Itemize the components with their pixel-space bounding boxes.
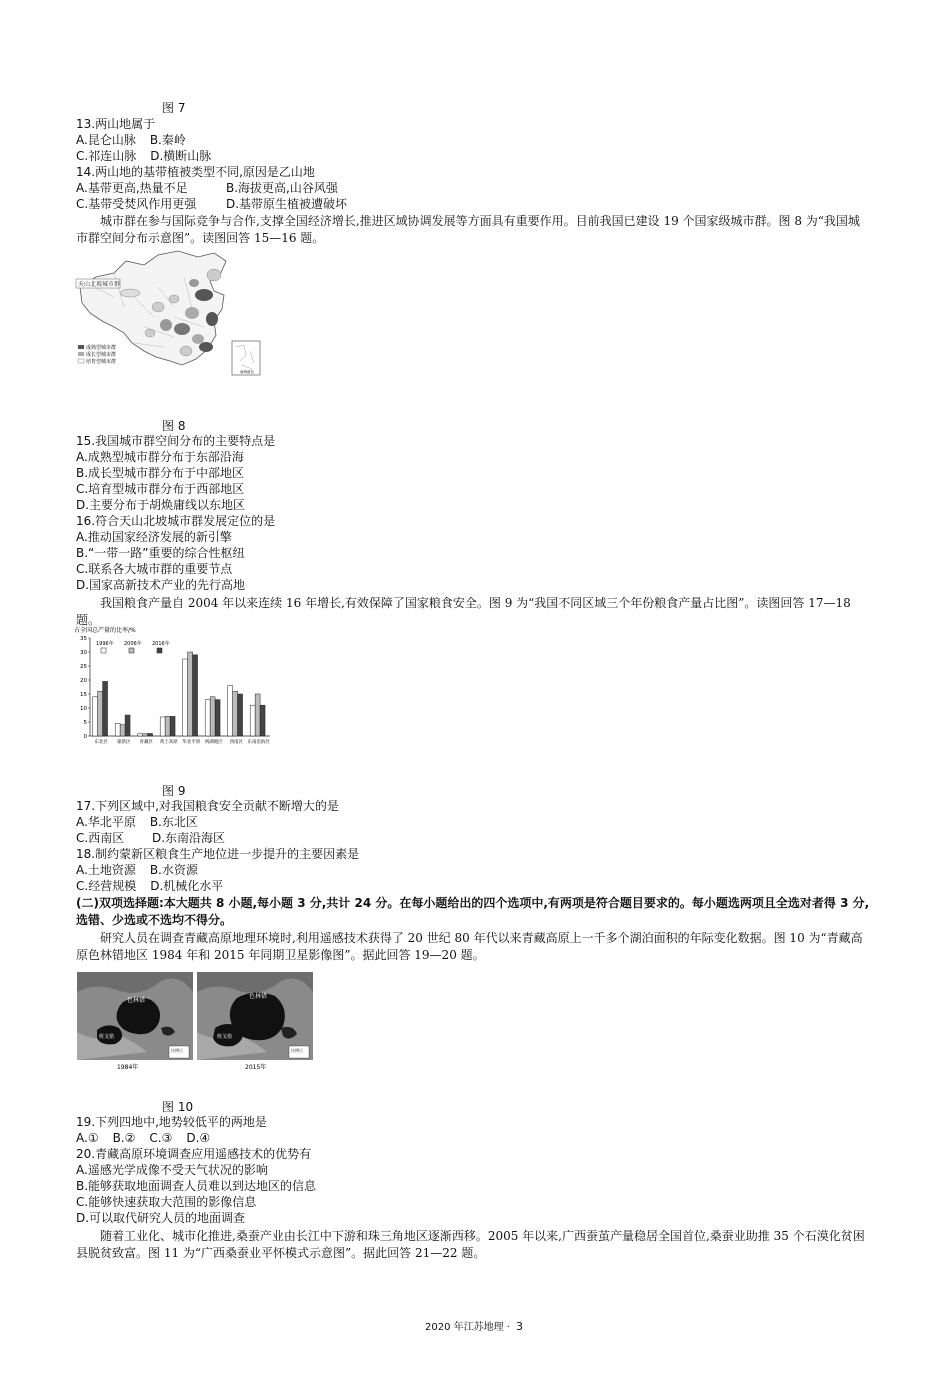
legend-swatch xyxy=(157,648,162,653)
sat2-scale: 比例尺 xyxy=(291,1048,303,1053)
page-footer xyxy=(425,1318,523,1333)
inset-label: 南海诸岛 xyxy=(240,370,254,374)
q17-stem: 17.下列区域中,对我国粮食安全贡献不断增大的是 xyxy=(76,799,339,813)
q16-option-d: D.国家高新技术产业的先行高地 xyxy=(76,578,246,592)
sat2-small-label: 班戈错 xyxy=(217,1034,233,1040)
q20-option-d: D.可以取代研究人员的地面调查 xyxy=(76,1211,246,1225)
q17-option-b: B.东北区 xyxy=(149,815,198,829)
q13-options-row2 xyxy=(76,148,211,164)
q19-stem: 19.下列四地中,地势较低平的两地是 xyxy=(76,1115,267,1129)
bar xyxy=(233,691,238,736)
q18-option-d: D.机械化水平 xyxy=(150,879,224,893)
bar xyxy=(188,652,193,736)
q13-options-row1 xyxy=(76,132,186,148)
bar xyxy=(115,723,120,736)
x-tick-label: 西南区 xyxy=(229,740,243,745)
bar xyxy=(228,686,233,736)
q14-option-c: C.基带受焚风作用更强 xyxy=(76,197,197,211)
legend-swatch-nurturing xyxy=(78,359,84,363)
page-number: 3 xyxy=(516,1320,523,1333)
q14-option-b: B.海拔更高,山谷风强 xyxy=(226,181,338,195)
legend-label: 1996年 xyxy=(96,641,114,647)
q14-stem: 14.两山地的基带植被类型不同,原因是乙山地 xyxy=(76,165,315,179)
legend-mature: 成熟型城市群 xyxy=(86,345,117,351)
q19-option-b: B.② xyxy=(112,1131,136,1145)
q13-option-a: A.昆仑山脉 xyxy=(76,133,136,147)
intro-17-18: 我国粮食产量自 2004 年以来连续 16 年增长,有效保障了国家粮食安全。图 9 为“我国不同区域三个年份粮食产量占比图”。读图回答 17—18 题。 xyxy=(76,596,851,627)
fig8-caption: 图 8 xyxy=(162,419,186,433)
q20-stem: 20.青藏高原环境调查应用遥感技术的优势有 xyxy=(76,1147,312,1161)
q16-option-b: B.“一带一路”重要的综合性枢纽 xyxy=(76,546,245,560)
grain-output-bar-chart xyxy=(74,626,274,750)
q13-option-d: D.横断山脉 xyxy=(150,149,212,163)
fig10-caption: 图 10 xyxy=(162,1100,194,1114)
intro-15-16: 城市群在参与国际竞争与合作,支撑全国经济增长,推进区域协调发展等方面具有重要作用。目前我国已建设 19 个国家级城市群。图 8 为“我国城市群空间分布示意图”。读图回答 15—16 题。 xyxy=(76,214,860,245)
q17-options-row2 xyxy=(76,830,225,846)
q19-option-c: C.③ xyxy=(149,1131,173,1145)
sat1-label: 色林错 xyxy=(127,997,146,1004)
bar xyxy=(205,700,210,736)
bar xyxy=(215,700,220,736)
q14-options-row2 xyxy=(76,196,347,212)
bar xyxy=(183,659,188,736)
legend-swatch-mature xyxy=(78,345,84,349)
legend-nurturing: 培育型城市群 xyxy=(86,359,117,365)
x-tick-label: 青藏区 xyxy=(139,740,153,745)
footer-text: 2020 年江苏地理 · xyxy=(425,1322,510,1333)
bar xyxy=(255,694,260,736)
bar xyxy=(260,705,265,736)
q14-options-row1 xyxy=(76,180,338,196)
fig7-caption: 图 7 xyxy=(162,101,186,115)
q17-option-c: C.西南区 xyxy=(76,831,125,845)
bar xyxy=(148,733,153,736)
q16-stem: 16.符合天山北坡城市群发展定位的是 xyxy=(76,514,276,528)
q19-option-d: D.④ xyxy=(186,1131,211,1145)
q20-option-b: B.能够获取地面调查人员难以到达地区的信息 xyxy=(76,1179,317,1193)
legend-swatch xyxy=(129,648,134,653)
intro-19-20: 研究人员在调查青藏高原地理环境时,利用遥感技术获得了 20 世纪 80 年代以来青藏高原上一千多个湖泊面积的年际变化数据。图 10 为“青藏高原色林错地区 1984 年和 2015 年同期卫星影像图”。据此回答 19—20 题。 xyxy=(76,931,863,962)
q20-option-a: A.遥感光学成像不受天气状况的影响 xyxy=(76,1163,268,1177)
q17-option-a: A.华北平原 xyxy=(76,815,136,829)
y-tick-label: 10 xyxy=(80,706,87,712)
q19-options xyxy=(76,1130,210,1146)
intro-21-22: 随着工业化、城市化推进,桑蚕产业由长江中下游和珠三角地区逐渐西移。2005 年以来,广西蚕茧产量稳居全国首位,桑蚕业助推 35 个石漠化贫困县脱贫致富。图 11 为“广西桑蚕业平怀模式示意图”。据此回答 21—22 题。 xyxy=(76,1229,865,1260)
x-tick-label: 蒙新区 xyxy=(117,740,131,745)
legend-swatch-growing xyxy=(78,352,84,356)
y-tick-label: 30 xyxy=(80,650,87,656)
bar xyxy=(143,734,148,736)
q13-option-c: C.祁连山脉 xyxy=(76,149,137,163)
q16-option-a: A.推动国家经济发展的新引擎 xyxy=(76,530,232,544)
q13-option-b: B.秦岭 xyxy=(149,133,186,147)
q16-option-c: C.联系各大城市群的重要节点 xyxy=(76,562,233,576)
q13-stem: 13.两山地属于 xyxy=(76,117,156,131)
x-tick-label: 东北区 xyxy=(94,740,108,745)
sat1-scale: 比例尺 xyxy=(171,1048,183,1053)
y-tick-label: 20 xyxy=(80,678,87,684)
sat2-label: 色林错 xyxy=(249,993,268,1000)
y-tick-label: 15 xyxy=(80,692,87,698)
x-tick-label: 黄土高原 xyxy=(159,740,178,745)
tianshan-label: 天山北坡城市群 xyxy=(78,281,121,288)
q15-option-b: B.成长型城市群分布于中部地区 xyxy=(76,466,245,480)
satellite-images xyxy=(77,972,321,1072)
bar xyxy=(138,734,143,736)
y-tick-label: 0 xyxy=(83,734,87,740)
chart-ylabel: 占全国总产量的比率/% xyxy=(74,627,136,634)
bar xyxy=(160,717,165,736)
legend-growing: 成长型城市群 xyxy=(86,352,117,358)
bar xyxy=(165,716,170,736)
q18-option-a: A.土地资源 xyxy=(76,863,136,877)
bar xyxy=(250,705,255,736)
bar xyxy=(103,681,108,736)
bar xyxy=(193,655,198,736)
q17-option-d: D.东南沿海区 xyxy=(152,831,226,845)
sat1-small-label: 班戈错 xyxy=(99,1034,115,1040)
bar xyxy=(93,697,98,736)
q20-option-c: C.能够快速获取大范围的影像信息 xyxy=(76,1195,257,1209)
q18-options-row1 xyxy=(76,862,198,878)
x-tick-label: 华北平原 xyxy=(182,740,201,745)
q18-stem: 18.制约蒙新区粮食生产地位进一步提升的主要因素是 xyxy=(76,847,360,861)
bar xyxy=(98,691,103,736)
bar xyxy=(125,715,130,736)
q18-option-c: C.经营规模 xyxy=(76,879,137,893)
legend-label: 2016年 xyxy=(152,641,170,647)
bar xyxy=(120,725,125,736)
q14-option-d: D.基带原生植被遭破坏 xyxy=(226,197,348,211)
sat2-year: 2015年 xyxy=(245,1064,267,1071)
q15-option-c: C.培育型城市群分布于西部地区 xyxy=(76,482,245,496)
q19-option-a: A.① xyxy=(76,1131,99,1145)
y-tick-label: 5 xyxy=(83,720,87,726)
y-tick-label: 25 xyxy=(80,664,87,670)
q17-options-row1 xyxy=(76,814,198,830)
china-city-cluster-map xyxy=(74,247,270,379)
q15-option-a: A.成熟型城市群分布于东部沿海 xyxy=(76,450,244,464)
q15-stem: 15.我国城市群空间分布的主要特点是 xyxy=(76,434,276,448)
bar xyxy=(238,694,243,736)
q14-option-a: A.基带更高,热量不足 xyxy=(76,181,188,195)
legend-swatch xyxy=(101,648,106,653)
bar xyxy=(170,716,175,736)
fig9-caption: 图 9 xyxy=(162,784,186,798)
bar xyxy=(210,697,215,736)
x-tick-label: 东南沿海区 xyxy=(247,740,270,745)
sat1-year: 1984年 xyxy=(117,1064,139,1071)
q18-options-row2 xyxy=(76,878,223,894)
section2-heading: (二)双项选择题:本大题共 8 小题,每小题 3 分,共计 24 分。在每小题给出的四个选项中,有两项是符合题目要求的。每小题选两项且全选对者得 3 分,选错、少选或不选均不得分。 xyxy=(76,896,870,927)
legend-label: 2006年 xyxy=(124,641,142,647)
q18-option-b: B.水资源 xyxy=(149,863,198,877)
x-tick-label: 两湖地区 xyxy=(204,740,223,745)
q15-option-d: D.主要分布于胡焕庸线以东地区 xyxy=(76,498,246,512)
y-tick-label: 35 xyxy=(80,636,87,642)
